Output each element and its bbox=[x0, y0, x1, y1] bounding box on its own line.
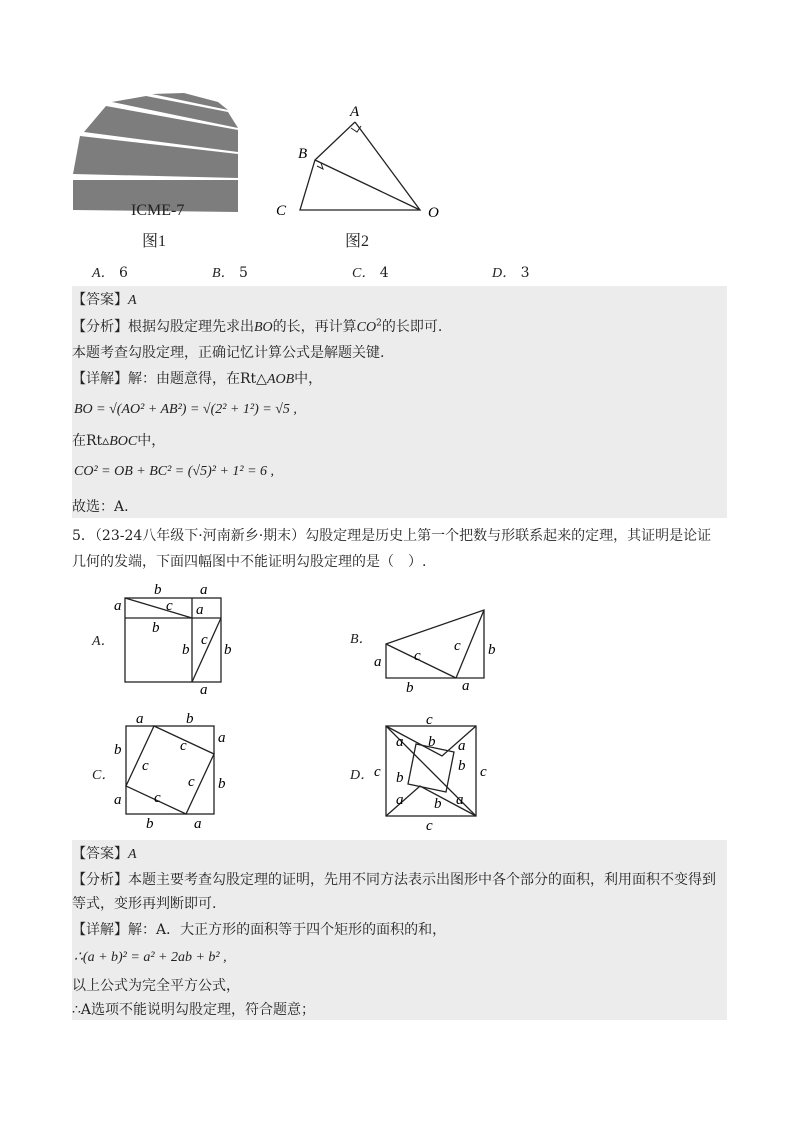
q5-equation: ∴(a + b)² = a² + 2ab + b² , bbox=[74, 950, 227, 965]
svg-text:b: b bbox=[396, 770, 404, 786]
icme-label: ICME-7 bbox=[131, 202, 185, 219]
svg-text:a: a bbox=[396, 734, 404, 750]
q5-figure-b[interactable] bbox=[370, 604, 505, 696]
fig2-label: 图2 bbox=[345, 233, 370, 250]
point-c-label: C bbox=[276, 203, 287, 219]
q5-option-d-key[interactable]: D． bbox=[350, 768, 375, 783]
svg-text:c: c bbox=[142, 758, 149, 774]
svg-text:a: a bbox=[114, 792, 122, 808]
svg-text:b: b bbox=[218, 776, 226, 792]
svg-text:a: a bbox=[462, 678, 470, 694]
svg-text:a: a bbox=[194, 816, 202, 830]
figure-triangle-aboc bbox=[270, 100, 450, 225]
q4-in-boc: 在Rt▵BOC中， bbox=[72, 433, 166, 449]
svg-text:c: c bbox=[480, 764, 487, 780]
svg-text:a: a bbox=[114, 598, 122, 614]
q4-detail-intro: 【详解】解：由题意得，在Rt△AOB中， bbox=[72, 371, 323, 387]
svg-text:c: c bbox=[166, 598, 173, 614]
svg-text:c: c bbox=[414, 648, 421, 664]
svg-text:b: b bbox=[224, 642, 232, 658]
q4-analysis: 【分析】根据勾股定理先求出BO的长，再计算$CO^2$的长即可. bbox=[72, 318, 443, 335]
svg-text:b: b bbox=[406, 680, 414, 696]
svg-text:a: a bbox=[136, 711, 144, 727]
q5-detail-line3: 以上公式为完全平方公式， bbox=[72, 978, 240, 994]
svg-text:a: a bbox=[374, 654, 382, 670]
svg-text:a: a bbox=[458, 738, 466, 754]
q5-figure-c[interactable] bbox=[108, 708, 238, 830]
q5-answer: 【答案】A bbox=[72, 846, 137, 862]
svg-text:c: c bbox=[374, 764, 381, 780]
svg-text:c: c bbox=[154, 790, 161, 806]
q4-option-b[interactable]: B． 5 bbox=[212, 265, 248, 281]
q4-option-a[interactable]: A． 6 bbox=[92, 265, 128, 281]
q4-option-c[interactable]: C． 4 bbox=[352, 265, 389, 281]
q5-detail-line1: 【详解】解：A．大正方形的面积等于四个矩形的面积的和， bbox=[72, 922, 447, 938]
q5-option-a-key[interactable]: A． bbox=[92, 634, 115, 649]
svg-text:b: b bbox=[186, 711, 194, 727]
q5-option-c-key[interactable]: C． bbox=[92, 768, 116, 783]
svg-text:a: a bbox=[200, 582, 208, 598]
q4-option-d[interactable]: D． 3 bbox=[492, 265, 530, 281]
svg-text:b: b bbox=[434, 796, 442, 812]
svg-text:b: b bbox=[458, 758, 466, 774]
svg-text:c: c bbox=[426, 712, 433, 728]
svg-text:b: b bbox=[154, 582, 162, 598]
q5-option-b-key[interactable]: B． bbox=[350, 632, 373, 647]
svg-text:c: c bbox=[188, 774, 195, 790]
svg-text:b: b bbox=[114, 742, 122, 758]
q5-analysis-line2: 等式，变形再判断即可. bbox=[72, 896, 217, 912]
svg-text:a: a bbox=[396, 792, 404, 808]
q5-detail-line4: ∴A选项不能说明勾股定理，符合题意； bbox=[72, 1002, 316, 1018]
svg-text:b: b bbox=[152, 620, 160, 636]
point-b-label: B bbox=[298, 146, 308, 162]
svg-text:b: b bbox=[182, 642, 190, 658]
q5-stem-line2: 几何的发端，下面四幅图中不能证明勾股定理的是（ ）. bbox=[72, 554, 427, 570]
q4-summary: 本题考查勾股定理，正确记忆计算公式是解题关键. bbox=[72, 345, 385, 361]
svg-text:a: a bbox=[456, 792, 464, 808]
fig1-label: 图1 bbox=[142, 233, 167, 250]
svg-text:a: a bbox=[218, 730, 226, 746]
q4-choose: 故选：A. bbox=[72, 499, 129, 515]
q4-equation-co: CO² = OB + BC² = (√5)² + 1² = 6 , bbox=[74, 464, 275, 479]
svg-text:c: c bbox=[180, 738, 187, 754]
q5-figure-d[interactable] bbox=[368, 710, 498, 832]
svg-text:c: c bbox=[454, 638, 461, 654]
q4-equation-bo: BO = √(AO² + AB²) = √(2² + 1²) = √5 , bbox=[74, 402, 297, 417]
q5-stem-line1: 5．（23-24八年级下·河南新乡·期末）勾股定理是历史上第一个把数与形联系起来的定理，其证明是论证 bbox=[72, 528, 712, 544]
q4-answer: 【答案】A bbox=[72, 292, 137, 308]
svg-text:c: c bbox=[201, 632, 208, 648]
svg-text:b: b bbox=[488, 642, 496, 658]
svg-text:b: b bbox=[428, 734, 436, 750]
svg-text:c: c bbox=[426, 818, 433, 832]
q5-figure-a[interactable] bbox=[110, 576, 240, 696]
point-a-label: A bbox=[350, 104, 360, 120]
svg-text:b: b bbox=[146, 816, 154, 830]
point-o-label: O bbox=[428, 205, 439, 221]
q5-analysis-line1: 【分析】本题主要考查勾股定理的证明，先用不同方法表示出图形中各个部分的面积，利用面积不变得到 bbox=[72, 872, 716, 888]
svg-text:a: a bbox=[200, 682, 208, 696]
svg-text:a: a bbox=[196, 602, 204, 618]
figure-icme7 bbox=[70, 92, 245, 217]
